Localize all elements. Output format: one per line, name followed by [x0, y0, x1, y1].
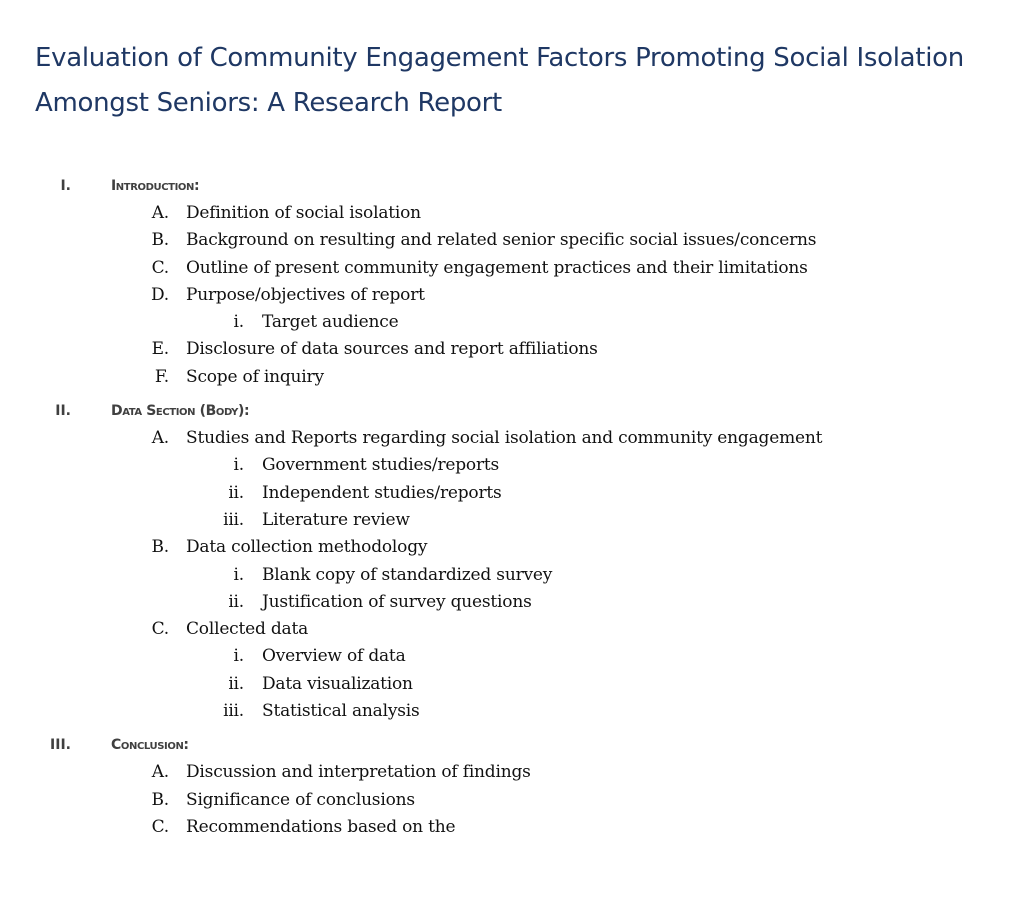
section-numeral: II. [55, 403, 71, 420]
item-label: C. [151, 257, 169, 278]
outline-subitem [0, 671, 1024, 698]
item-text: Recommendations based on the [186, 816, 456, 837]
outline-item [0, 336, 1024, 363]
section-title: Introduction: [111, 178, 200, 194]
outline-subitem [0, 507, 1024, 534]
outline-subitem [0, 452, 1024, 479]
outline-item [0, 787, 1024, 814]
outline-subitem [0, 698, 1024, 725]
outline-item [0, 425, 1024, 452]
subitem-text: Data visualization [262, 673, 413, 694]
subitem-label: i. [233, 455, 244, 476]
outline-subitem [0, 480, 1024, 507]
section-heading [0, 732, 1024, 759]
section-title: Conclusion: [111, 737, 189, 754]
item-text: Disclosure of data sources and report affiliations [186, 339, 598, 360]
subitem-label: i. [233, 312, 244, 333]
subitem-text: Justification of survey questions [262, 591, 532, 612]
subitem-text: Statistical analysis [262, 701, 420, 722]
subitem-text: Literature review [262, 509, 410, 530]
outline-item [0, 534, 1024, 561]
item-label: B. [151, 230, 169, 251]
subitem-label: iii. [223, 701, 244, 722]
item-text: Significance of conclusions [186, 789, 415, 810]
subitem-label: ii. [228, 591, 244, 612]
section-heading [0, 173, 1024, 200]
outline-item [0, 616, 1024, 643]
item-text: Data collection methodology [186, 537, 428, 558]
item-label: C. [151, 619, 169, 640]
outline-item [0, 814, 1024, 841]
subitem-label: ii. [228, 673, 244, 694]
item-label: F. [154, 366, 169, 387]
item-text: Scope of inquiry [186, 366, 324, 387]
item-text: Background on resulting and related senior specific social issues/concerns [186, 230, 817, 251]
document-title: Evaluation of Community Engagement Factors Promoting Social Isolation Amongst Seniors: A Research Report [35, 43, 964, 118]
outline-section [0, 398, 1024, 725]
outline-subitem [0, 309, 1024, 336]
outline-item [0, 227, 1024, 254]
item-label: B. [151, 789, 169, 810]
outline-section [0, 732, 1024, 841]
section-numeral: I. [60, 178, 71, 194]
subitem-label: i. [233, 564, 244, 585]
outline-item [0, 200, 1024, 227]
outline-item [0, 255, 1024, 282]
subitem-text: Overview of data [262, 646, 406, 667]
subitem-text: Government studies/reports [262, 455, 500, 476]
outline-item [0, 364, 1024, 391]
outline-subitem [0, 589, 1024, 616]
item-label: D. [150, 284, 169, 305]
subitem-label: i. [233, 646, 244, 667]
item-text: Discussion and interpretation of findings [186, 762, 531, 783]
outline-item [0, 282, 1024, 309]
subitem-label: ii. [228, 482, 244, 503]
outline-item [0, 759, 1024, 786]
item-label: B. [151, 537, 169, 558]
item-label: A. [151, 203, 169, 223]
subitem-text: Independent studies/reports [262, 482, 502, 503]
outline-subitem [0, 643, 1024, 670]
item-text: Outline of present community engagement practices and their limitations [186, 257, 808, 278]
item-text: Purpose/objectives of report [186, 284, 425, 305]
outline-subitem [0, 562, 1024, 589]
report-outline [0, 173, 1024, 841]
section-heading [0, 398, 1024, 425]
subitem-text: Target audience [262, 312, 399, 333]
item-label: A. [151, 428, 169, 449]
outline-section [0, 173, 1024, 391]
item-text: Collected data [186, 619, 309, 640]
subitem-label: iii. [223, 509, 244, 530]
item-label: C. [151, 816, 169, 837]
section-numeral: III. [50, 737, 71, 754]
item-text: Studies and Reports regarding social isolation and community engagement [186, 428, 823, 449]
item-text: Definition of social isolation [186, 203, 421, 223]
subitem-text: Blank copy of standardized survey [262, 564, 553, 585]
item-label: A. [151, 762, 169, 783]
item-label: E. [151, 339, 169, 360]
section-title: Data Section (Body): [111, 403, 250, 420]
